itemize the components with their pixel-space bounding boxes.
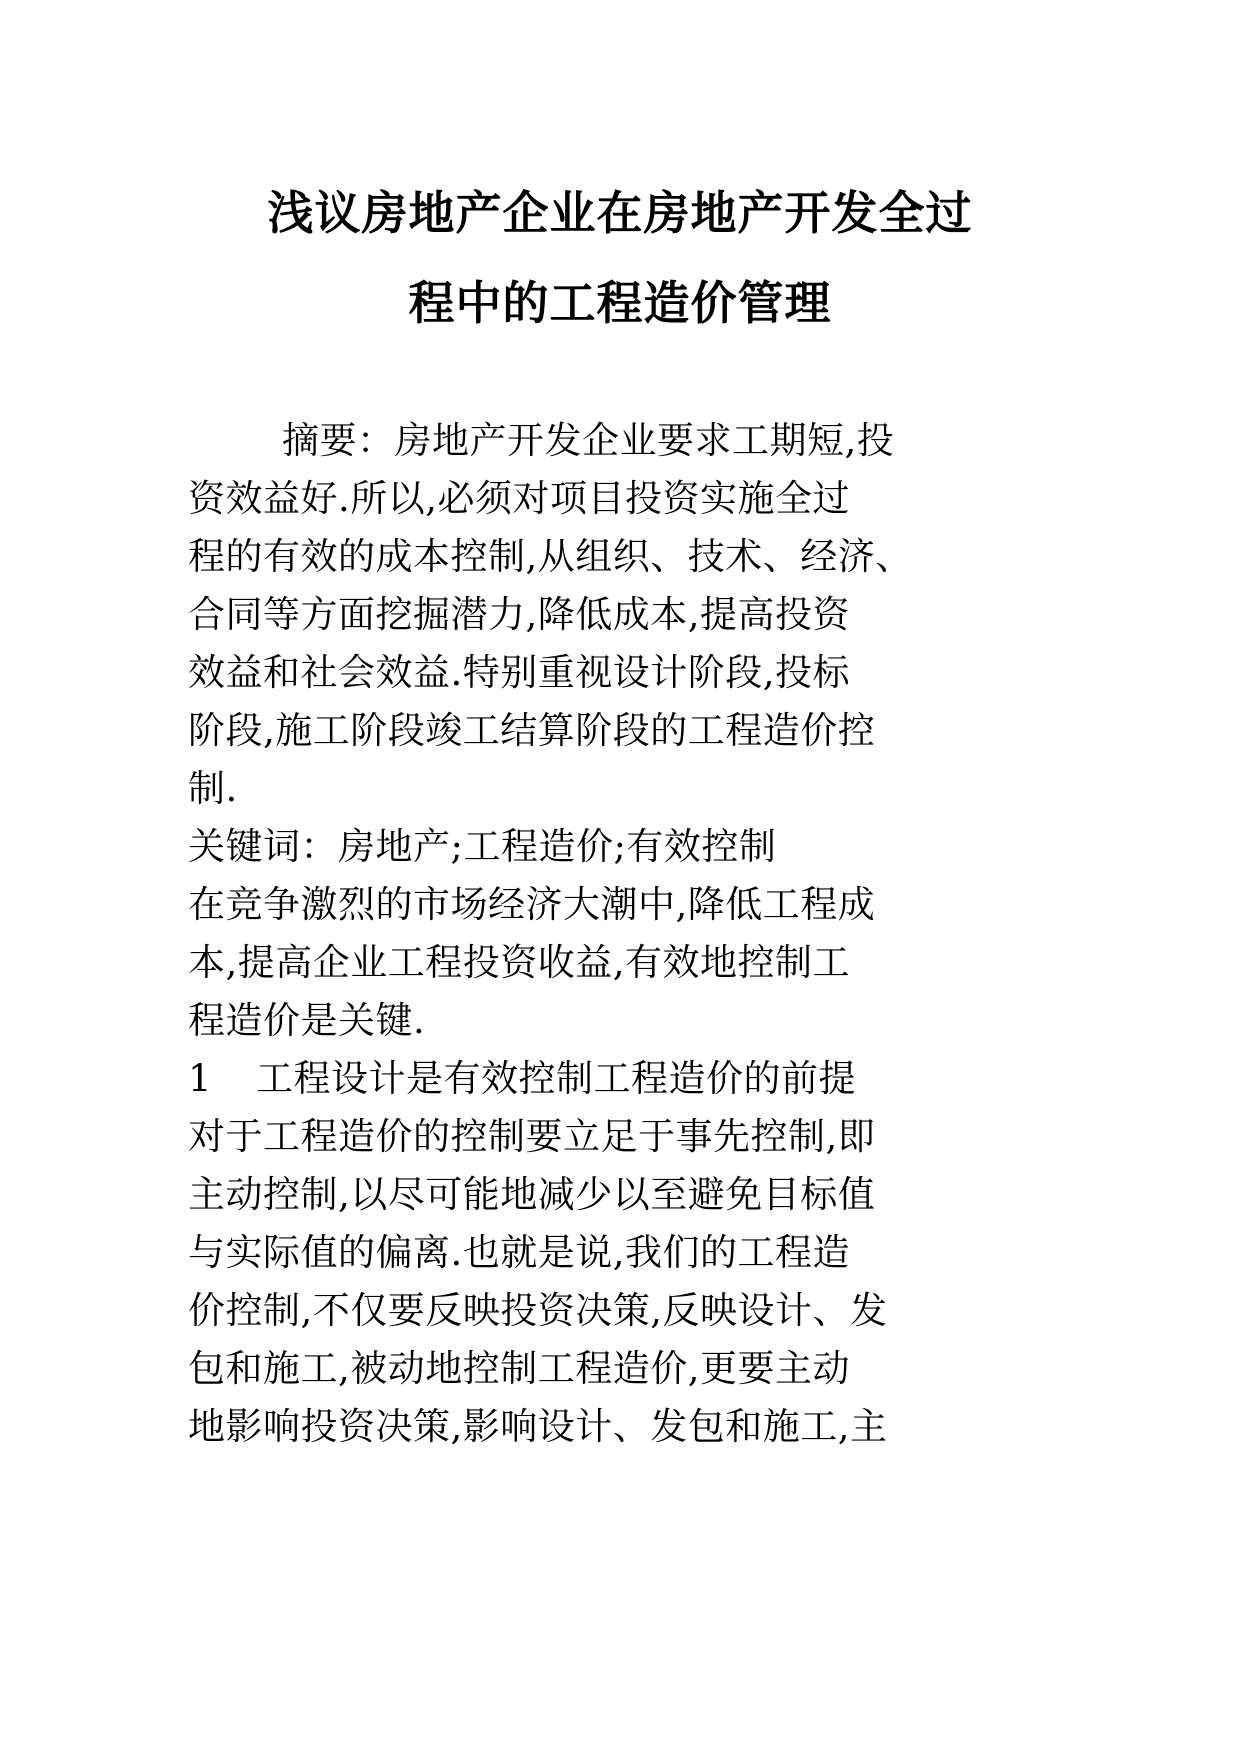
abstract-line: 摘要：房地产开发企业要求工期短,投 bbox=[282, 419, 895, 462]
intro-line: 本,提高企业工程投资收益,有效地控制工 bbox=[188, 941, 851, 984]
section-line: 地影响投资决策,影响设计、发包和施工,主 bbox=[188, 1405, 888, 1448]
abstract-line: 阶段,施工阶段竣工结算阶段的工程造价控 bbox=[188, 709, 876, 752]
abstract-line: 程的有效的成本控制,从组织、技术、经济、 bbox=[188, 535, 913, 578]
keywords-line: 关键词：房地产;工程造价;有效控制 bbox=[188, 825, 777, 868]
abstract-line: 制. bbox=[188, 767, 238, 810]
abstract-line: 资效益好.所以,必须对项目投资实施全过 bbox=[188, 477, 851, 520]
title-line: 程中的工程造价管理 bbox=[408, 276, 832, 330]
section-paragraph bbox=[188, 1108, 1128, 1456]
section-line: 对于工程造价的控制要立足于事先控制,即 bbox=[188, 1115, 876, 1158]
abstract-line: 效益和社会效益.特别重视设计阶段,投标 bbox=[188, 651, 851, 694]
intro-line: 在竞争激烈的市场经济大潮中,降低工程成 bbox=[188, 883, 876, 926]
document-body bbox=[188, 412, 1128, 1456]
section-line: 包和施工,被动地控制工程造价,更要主动 bbox=[188, 1347, 851, 1390]
section-line: 与实际值的偏离.也就是说,我们的工程造 bbox=[188, 1231, 851, 1274]
intro-paragraph bbox=[188, 876, 1128, 1050]
section-number: 1 bbox=[188, 1057, 213, 1100]
abstract-line: 合同等方面挖掘潜力,降低成本,提高投资 bbox=[188, 593, 851, 636]
section-heading bbox=[188, 1050, 1128, 1108]
intro-line: 程造价是关键. bbox=[188, 999, 426, 1042]
document-title bbox=[120, 168, 1120, 348]
title-line: 浅议房地产企业在房地产开发全过 bbox=[267, 186, 973, 240]
section-title: 工程设计是有效控制工程造价的前提 bbox=[256, 1057, 856, 1100]
section-line: 主动控制,以尽可能地减少以至避免目标值 bbox=[188, 1173, 876, 1216]
abstract-paragraph bbox=[188, 412, 1128, 818]
section-line: 价控制,不仅要反映投资决策,反映设计、发 bbox=[188, 1289, 888, 1332]
